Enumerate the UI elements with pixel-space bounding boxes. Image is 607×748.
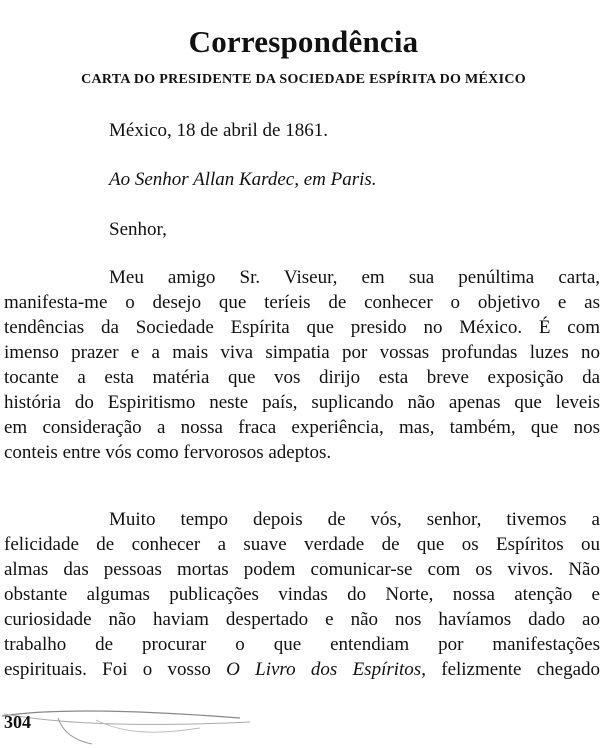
paragraph-2-line: trabalho de procurar o que entendiam por manifestações [4, 634, 600, 655]
paragraph-1-line: imenso prazer e a mais viva simpatia por vossas profundas luzes no [4, 342, 600, 363]
paragraph-1-line: conteis entre vós como fervorosos adeptos. [4, 442, 332, 463]
paragraph-2-line: obstante algumas publicações vindas do Norte, nossa atenção e [4, 584, 600, 605]
paragraph-2-text: , felizmente chegado [421, 659, 600, 680]
letter-dateline: México, 18 de abril de 1861. [109, 120, 328, 141]
page-subtitle: CARTA DO PRESIDENTE DA SOCIEDADE ESPÍRITA DO MÉXICO [81, 72, 526, 87]
letter-addressee: Ao Senhor Allan Kardec, em Paris. [109, 169, 377, 190]
page-flourish-ornament [0, 706, 260, 748]
paragraph-2-line [4, 660, 600, 680]
paragraph-2-line: felicidade de conhecer a suave verdade de que os Espíritos ou [4, 534, 600, 555]
paragraph-1-line: manifesta-me o desejo que teríeis de conhecer o objetivo e as [4, 292, 600, 313]
paragraph-2-line: almas das pessoas mortas podem comunicar-se com os vivos. Não [4, 559, 600, 580]
paragraph-1-line: tendências da Sociedade Espírita que presido no México. É com [4, 317, 600, 338]
paragraph-1-line: tocante a esta matéria que vos dirijo esta breve exposição da [4, 367, 600, 388]
page-number: 304 [4, 712, 31, 732]
paragraph-1-line: em consideração a nossa fraca experiência, mas, também, que nos [4, 417, 600, 438]
book-title: O Livro dos Espíritos [226, 659, 422, 680]
paragraph-2-text: espirituais. Foi o vosso [4, 659, 211, 680]
paragraph-1-line: história do Espiritismo neste país, suplicando não apenas que leveis [4, 392, 600, 413]
letter-salutation: Senhor, [109, 219, 167, 240]
paragraph-2-line: curiosidade não haviam despertado e não nos havíamos dado ao [4, 609, 600, 630]
page-title: Correspondência [188, 24, 419, 59]
paragraph-2-line: Muito tempo depois de vós, senhor, tivemos a [109, 509, 600, 530]
paragraph-1-line: Meu amigo Sr. Viseur, em sua penúltima carta, [109, 267, 600, 288]
